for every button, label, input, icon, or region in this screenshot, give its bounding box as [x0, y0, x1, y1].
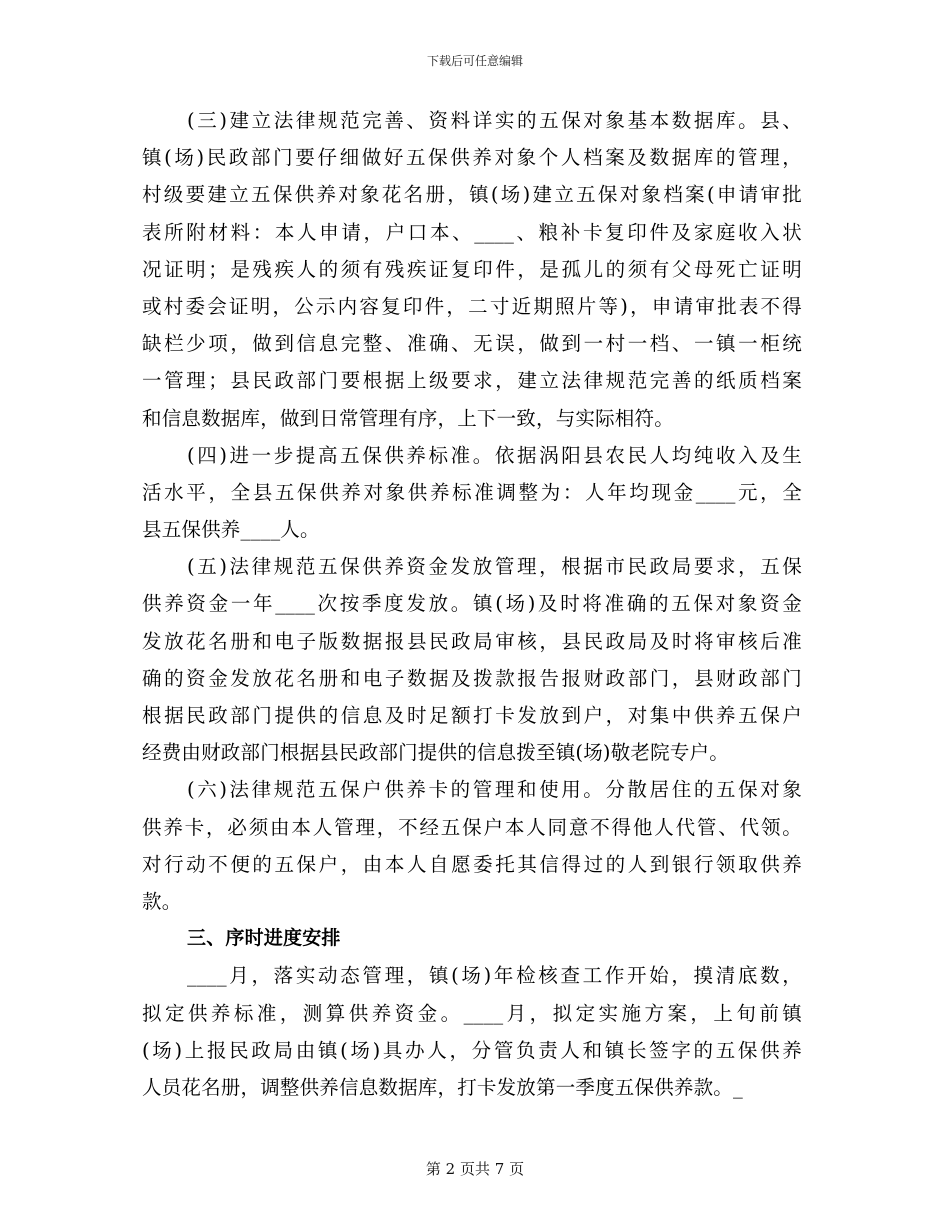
paragraph-line: 供养卡，必须由本人管理，不经五保户本人同意不得他人代管、代领。 [142, 815, 802, 839]
paragraph-line: 和信息数据库，做到日常管理有序，上下一致，与实际相符。 [142, 406, 674, 430]
section-heading [142, 920, 802, 957]
paragraph-line: 款。 [142, 889, 182, 913]
paragraph-line: 对行动不便的五保户，由本人自愿委托其信得过的人到银行领取供养 [142, 852, 802, 876]
document-body [142, 102, 802, 1106]
heading-text: 三、序时进度安排 [187, 927, 341, 950]
paragraph-line: (三)建立法律规范完善、资料详实的五保对象基本数据库。县、 [187, 109, 802, 132]
paragraph [142, 548, 802, 771]
paragraph-line: 表所附材料：本人申请，户口本、____、粮补卡复印件及家庭收入状 [142, 220, 802, 244]
header-note: 下载后可任意编辑 [426, 54, 523, 68]
paragraph [142, 771, 802, 920]
paragraph-line: 拟定供养标准，测算供养资金。____月，拟定实施方案，上旬前镇 [142, 1001, 802, 1025]
paragraph-line: 人员花名册，调整供养信息数据库，打卡发放第一季度五保供养款。_ [142, 1075, 743, 1099]
paragraph-line: 根据民政部门提供的信息及时足额打卡发放到户，对集中供养五保户 [142, 704, 802, 727]
paragraph-line: 镇(场)民政部门要仔细做好五保供养对象个人档案及数据库的管理， [142, 146, 802, 170]
paragraph-line: (五)法律规范五保供养资金发放管理，根据市民政局要求，五保 [187, 555, 802, 579]
paragraph-line: (六)法律规范五保户供养卡的管理和使用。分散居住的五保对象 [187, 778, 802, 802]
paragraph-line: (场)上报民政局由镇(场)具办人，分管负责人和镇长签字的五保供养 [142, 1038, 802, 1062]
paragraph-line: 缺栏少项，做到信息完整、准确、无误，做到一村一档、一镇一柜统 [142, 332, 802, 356]
paragraph-line: (四)进一步提高五保供养标准。依据涡阳县农民人均纯收入及生 [187, 443, 802, 467]
paragraph [142, 437, 802, 549]
paragraph [142, 102, 802, 437]
paragraph-line: 供养资金一年____次按季度发放。镇(场)及时将准确的五保对象资金 [142, 592, 802, 616]
paragraph-line: ____月，落实动态管理，镇(场)年检核查工作开始，摸清底数， [187, 964, 802, 988]
paragraph-line: 一管理；县民政部门要根据上级要求，建立法律规范完善的纸质档案 [142, 369, 802, 393]
paragraph-line: 经费由财政部门根据县民政部门提供的信息拨至镇(场)敬老院专户。 [142, 741, 729, 765]
paragraph-line: 县五保供养____人。 [142, 518, 320, 542]
page-footer: 第 2 页共 7 页 [425, 1160, 525, 1178]
paragraph-line: 确的资金发放花名册和电子数据及拨款报告报财政部门，县财政部门 [142, 666, 802, 690]
paragraph-line: 发放花名册和电子版数据报县民政局审核，县民政局及时将审核后准 [142, 629, 802, 653]
paragraph-line: 村级要建立五保供养对象花名册，镇(场)建立五保对象档案(申请审批 [142, 183, 802, 207]
paragraph [142, 957, 802, 1106]
paragraph-line: 或村委会证明，公示内容复印件，二寸近期照片等)，申请审批表不得 [142, 294, 802, 318]
paragraph-line: 况证明；是残疾人的须有残疾证复印件，是孤儿的须有父母死亡证明 [142, 257, 802, 281]
paragraph-line: 活水平，全县五保供养对象供养标准调整为：人年均现金____元，全 [142, 480, 802, 504]
